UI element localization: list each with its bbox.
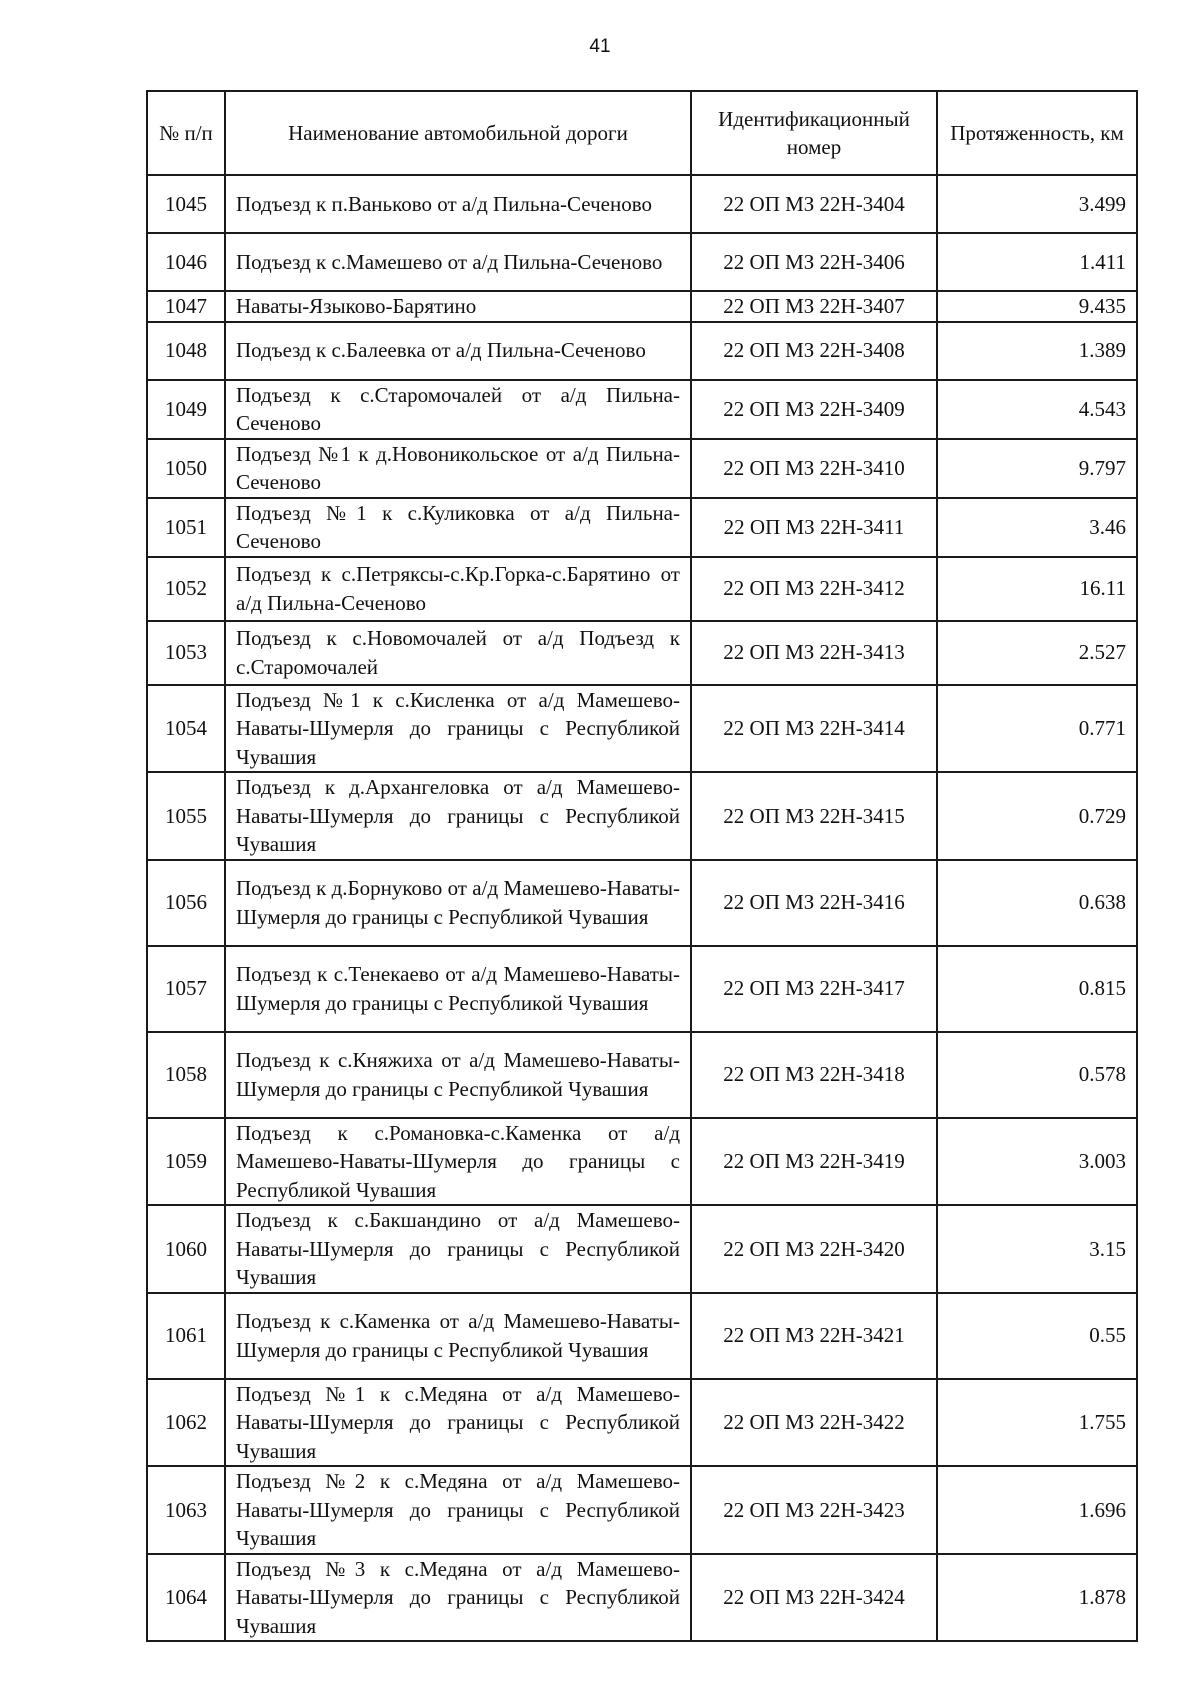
table-row: [147, 621, 1137, 685]
row-number: 1048: [147, 322, 225, 380]
ident-number: 22 ОП МЗ 22Н-3408: [691, 322, 937, 380]
row-number: 1046: [147, 233, 225, 291]
road-length: 3.003: [937, 1118, 1137, 1206]
road-length: 1.411: [937, 233, 1137, 291]
road-name: Подъезд к с.Мамешево от а/д Пильна-Сеченово: [225, 233, 691, 291]
header-length: Протяженность, км: [937, 91, 1137, 175]
row-number: 1056: [147, 860, 225, 946]
row-number: 1058: [147, 1032, 225, 1118]
table-body: [147, 175, 1137, 1641]
table-row: [147, 1379, 1137, 1467]
ident-number: 22 ОП МЗ 22Н-3424: [691, 1554, 937, 1642]
table-row: [147, 380, 1137, 439]
road-name: Подъезд к с.Новомочалей от а/д Подъезд к с.Старомочалей: [225, 621, 691, 685]
road-length: 1.878: [937, 1554, 1137, 1642]
table-row: [147, 291, 1137, 322]
row-number: 1059: [147, 1118, 225, 1206]
table-row: [147, 1293, 1137, 1379]
road-name: Подъезд к с.Петряксы-с.Кр.Горка-с.Барятино от а/д Пильна-Сеченово: [225, 557, 691, 621]
road-name: Подъезд к с.Тенекаево от а/д Мамешево-Наваты-Шумерля до границы с Республикой Чувашия: [225, 946, 691, 1032]
row-number: 1061: [147, 1293, 225, 1379]
road-name: Подъезд №2 к с.Медяна от а/д Мамешево-Наваты-Шумерля до границы с Республикой Чувашия: [225, 1466, 691, 1554]
road-name: Подъезд №1 к с.Куликовка от а/д Пильна-Сеченово: [225, 498, 691, 557]
table-row: [147, 1118, 1137, 1206]
row-number: 1060: [147, 1205, 225, 1293]
table-row: [147, 322, 1137, 380]
row-number: 1063: [147, 1466, 225, 1554]
ident-number: 22 ОП МЗ 22Н-3409: [691, 380, 937, 439]
roads-table: [146, 90, 1138, 1642]
ident-number: 22 ОП МЗ 22Н-3410: [691, 439, 937, 498]
table-row: [147, 772, 1137, 860]
ident-number: 22 ОП МЗ 22Н-3414: [691, 685, 937, 773]
row-number: 1055: [147, 772, 225, 860]
road-name: Подъезд к с.Княжиха от а/д Мамешево-Наваты-Шумерля до границы с Республикой Чувашия: [225, 1032, 691, 1118]
ident-number: 22 ОП МЗ 22Н-3423: [691, 1466, 937, 1554]
row-number: 1062: [147, 1379, 225, 1467]
row-number: 1045: [147, 175, 225, 233]
road-length: 9.797: [937, 439, 1137, 498]
road-length: 0.638: [937, 860, 1137, 946]
table-row: [147, 439, 1137, 498]
table-row: [147, 557, 1137, 621]
table-row: [147, 1205, 1137, 1293]
road-length: 3.15: [937, 1205, 1137, 1293]
ident-number: 22 ОП МЗ 22Н-3407: [691, 291, 937, 322]
table-row: [147, 1554, 1137, 1642]
row-number: 1050: [147, 439, 225, 498]
row-number: 1052: [147, 557, 225, 621]
road-name: Подъезд к с.Романовка-с.Каменка от а/д Мамешево-Наваты-Шумерля до границы с Республикой Чувашия: [225, 1118, 691, 1206]
road-length: 0.729: [937, 772, 1137, 860]
road-length: 0.815: [937, 946, 1137, 1032]
table-row: [147, 946, 1137, 1032]
ident-number: 22 ОП МЗ 22Н-3411: [691, 498, 937, 557]
road-length: 1.755: [937, 1379, 1137, 1467]
road-length: 2.527: [937, 621, 1137, 685]
road-name: Подъезд к с.Бакшандино от а/д Мамешево-Наваты-Шумерля до границы с Республикой Чувашия: [225, 1205, 691, 1293]
ident-number: 22 ОП МЗ 22Н-3421: [691, 1293, 937, 1379]
ident-number: 22 ОП МЗ 22Н-3415: [691, 772, 937, 860]
road-name: Подъезд №1 к с.Медяна от а/д Мамешево-Наваты-Шумерля до границы с Республикой Чувашия: [225, 1379, 691, 1467]
road-length: 1.389: [937, 322, 1137, 380]
table-row: [147, 860, 1137, 946]
ident-number: 22 ОП МЗ 22Н-3422: [691, 1379, 937, 1467]
row-number: 1047: [147, 291, 225, 322]
row-number: 1049: [147, 380, 225, 439]
road-name: Подъезд №1 к д.Новоникольское от а/д Пильна-Сеченово: [225, 439, 691, 498]
ident-number: 22 ОП МЗ 22Н-3412: [691, 557, 937, 621]
ident-number: 22 ОП МЗ 22Н-3417: [691, 946, 937, 1032]
road-length: 4.543: [937, 380, 1137, 439]
header-road-name: Наименование автомобильной дороги: [225, 91, 691, 175]
road-name: Подъезд №1 к с.Кисленка от а/д Мамешево-Наваты-Шумерля до границы с Республикой Чувашия: [225, 685, 691, 773]
ident-number: 22 ОП МЗ 22Н-3418: [691, 1032, 937, 1118]
road-name: Подъезд к п.Ваньково от а/д Пильна-Сеченово: [225, 175, 691, 233]
road-length: 1.696: [937, 1466, 1137, 1554]
road-length: 9.435: [937, 291, 1137, 322]
road-length: 3.46: [937, 498, 1137, 557]
table-header-row: [147, 91, 1137, 175]
row-number: 1064: [147, 1554, 225, 1642]
ident-number: 22 ОП МЗ 22Н-3419: [691, 1118, 937, 1206]
road-name: Подъезд к д.Борнуково от а/д Мамешево-Наваты-Шумерля до границы с Республикой Чувашия: [225, 860, 691, 946]
road-name: Подъезд к с.Старомочалей от а/д Пильна-Сеченово: [225, 380, 691, 439]
road-length: 3.499: [937, 175, 1137, 233]
road-length: 0.55: [937, 1293, 1137, 1379]
page-number: 41: [589, 36, 611, 57]
table-row: [147, 1466, 1137, 1554]
table-row: [147, 1032, 1137, 1118]
ident-number: 22 ОП МЗ 22Н-3404: [691, 175, 937, 233]
header-ident-number: Идентификационный номер: [691, 91, 937, 175]
road-length: 16.11: [937, 557, 1137, 621]
header-num: № п/п: [147, 91, 225, 175]
ident-number: 22 ОП МЗ 22Н-3406: [691, 233, 937, 291]
table-row: [147, 233, 1137, 291]
road-length: 0.578: [937, 1032, 1137, 1118]
row-number: 1053: [147, 621, 225, 685]
row-number: 1054: [147, 685, 225, 773]
table-row: [147, 685, 1137, 773]
table-row: [147, 498, 1137, 557]
road-name: Подъезд к д.Архангеловка от а/д Мамешево-Наваты-Шумерля до границы с Республикой Чувашия: [225, 772, 691, 860]
road-length: 0.771: [937, 685, 1137, 773]
road-name: Подъезд к с.Каменка от а/д Мамешево-Наваты-Шумерля до границы с Республикой Чувашия: [225, 1293, 691, 1379]
road-name: Наваты-Языково-Барятино: [225, 291, 691, 322]
table-row: [147, 175, 1137, 233]
ident-number: 22 ОП МЗ 22Н-3413: [691, 621, 937, 685]
road-name: Подъезд №3 к с.Медяна от а/д Мамешево-Наваты-Шумерля до границы с Республикой Чувашия: [225, 1554, 691, 1642]
ident-number: 22 ОП МЗ 22Н-3416: [691, 860, 937, 946]
ident-number: 22 ОП МЗ 22Н-3420: [691, 1205, 937, 1293]
row-number: 1051: [147, 498, 225, 557]
road-name: Подъезд к с.Балеевка от а/д Пильна-Сеченово: [225, 322, 691, 380]
row-number: 1057: [147, 946, 225, 1032]
